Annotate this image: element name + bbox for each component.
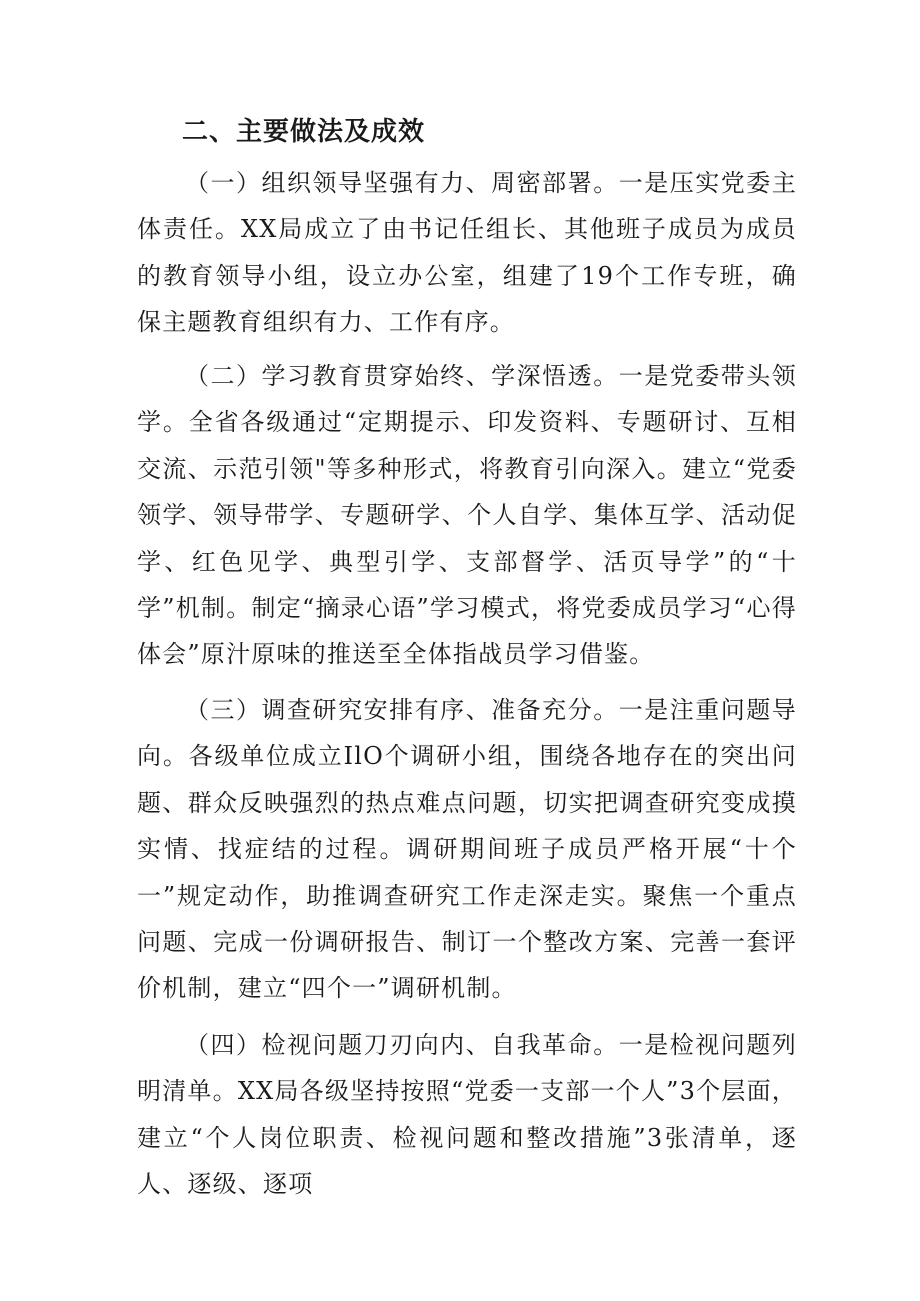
paragraph-inspection: （四）检视问题刀刃向内、自我革命。一是检视问题列明清单。XX局各级坚持按照“党委一支部一个人”3个层面，建立“个人岗位职责、检视问题和整改措施”3张清单，逐人、逐级、逐项 bbox=[137, 1031, 797, 1199]
section-heading: 二、主要做法及成效 bbox=[182, 117, 426, 147]
paragraph-research: （三）调查研究安排有序、准备充分。一是注重问题导向。各级单位成立IlO个调研小组，围绕各地存在的突出问题、群众反映强烈的热点难点问题，切实把调查研究变成摸实情、找症结的过程。调研期间班子成员严格开展“十个一”规定动作，助推调查研究工作走深走实。聚焦一个重点问题、完成一份调研报告、制订一个整改方案、完善一套评价机制，建立“四个一”调研机制。 bbox=[137, 696, 797, 1003]
paragraph-study: （二）学习教育贯穿始终、学深悟透。一是党委带头领学。全省各级通过“定期提示、印发资料、专题研讨、互相交流、示范引领"等多种形式，将教育引向深入。建立“党委领学、领导带学、专题研学、个人自学、集体互学、活动促学、红色见学、典型引学、支部督学、活页导学”的“十学”机制。制定“摘录心语”学习模式，将党委成员学习“心得体会”原汁原味的推送至全体指战员学习借鉴。 bbox=[137, 362, 797, 669]
paragraph-organization: （一）组织领导坚强有力、周密部署。一是压实党委主体责任。XX局成立了由书记任组长、其他班子成员为成员的教育领导小组，设立办公室，组建了19个工作专班，确保主题教育组织有力、工作有序。 bbox=[137, 169, 797, 337]
